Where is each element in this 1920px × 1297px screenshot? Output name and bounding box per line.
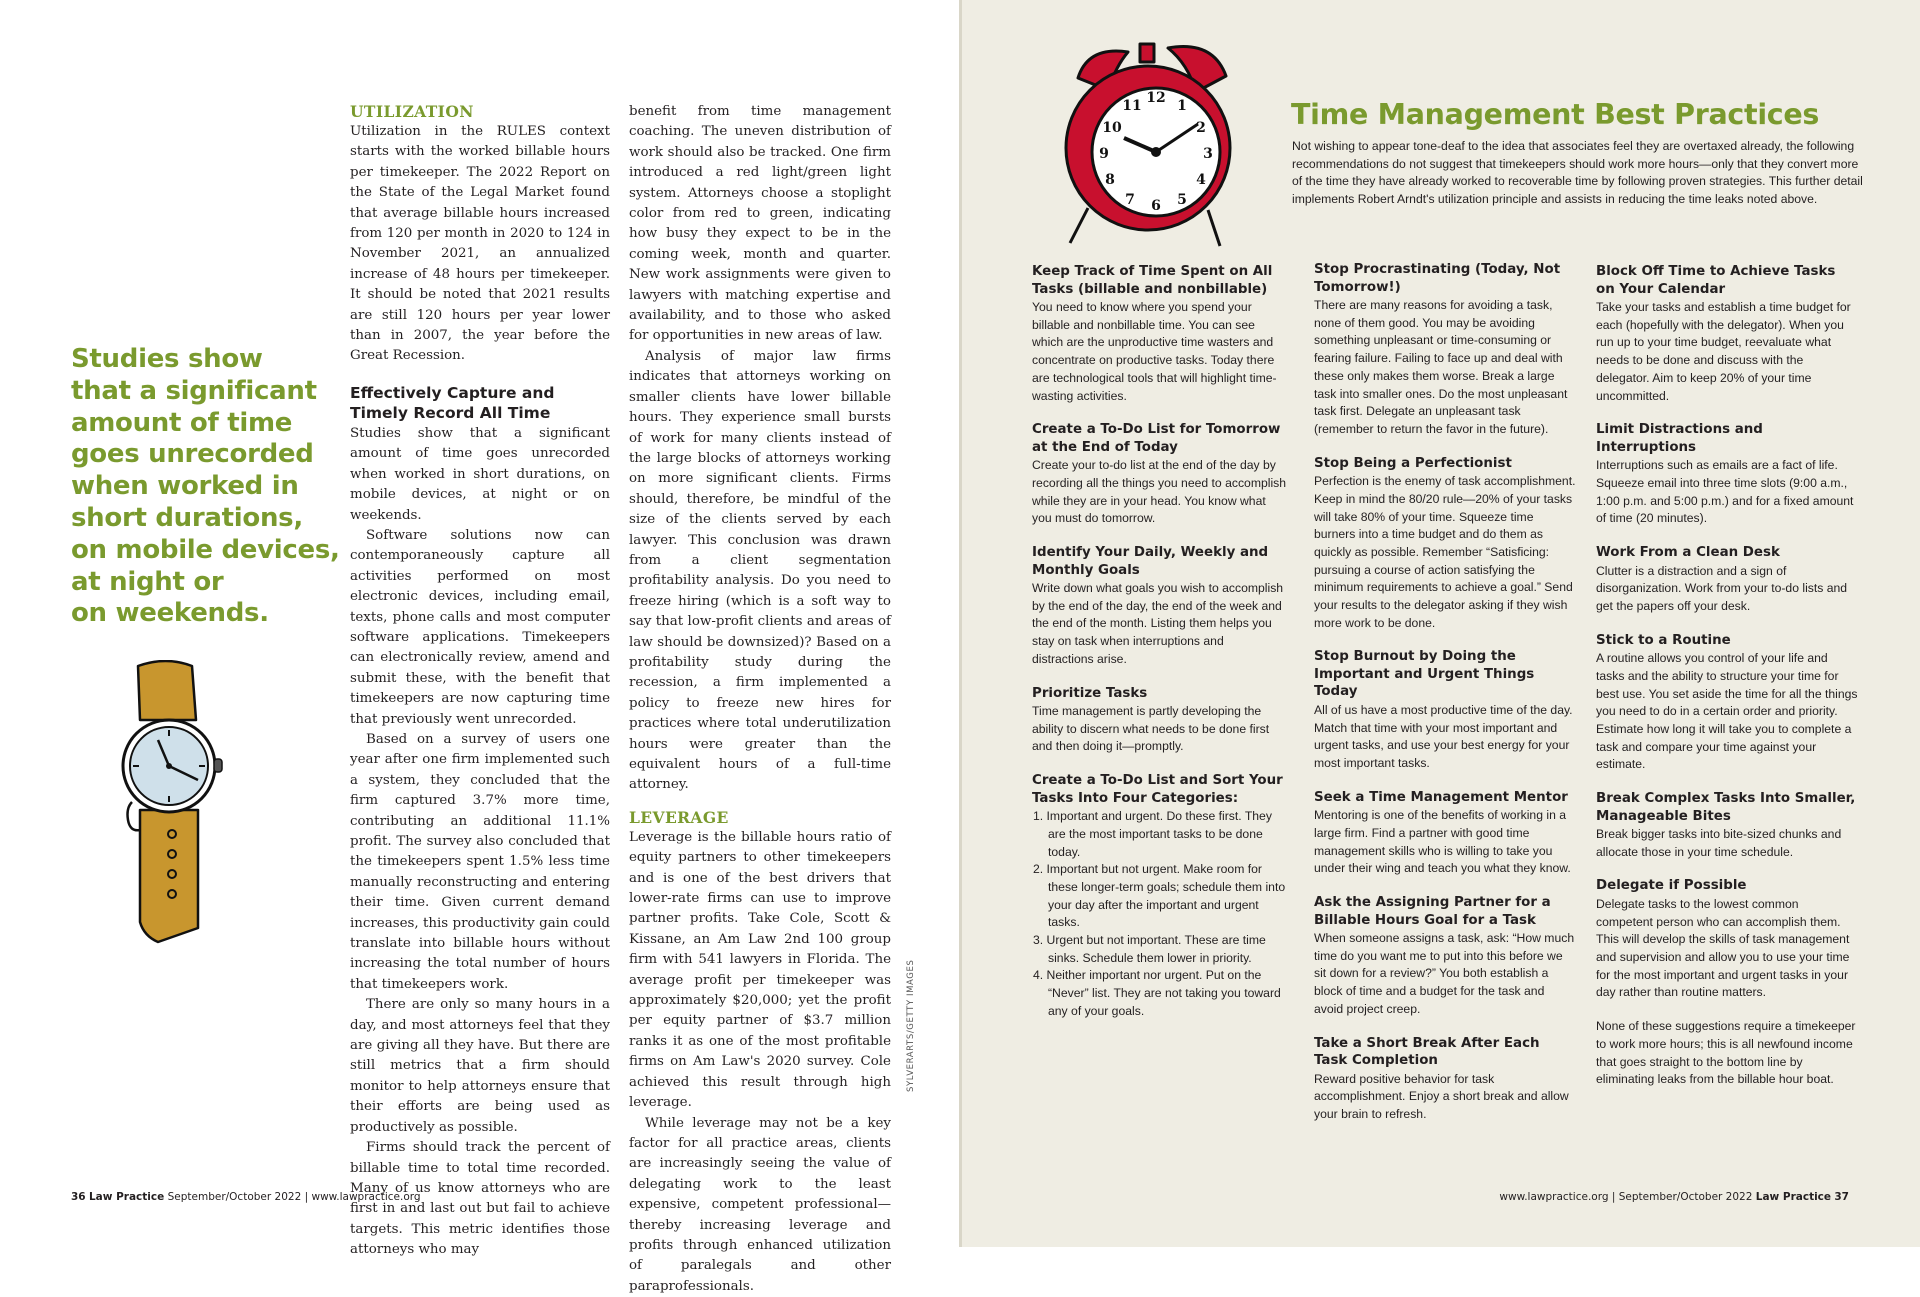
tip-heading: Seek a Time Management Mentor [1314, 789, 1576, 807]
tip-block [1032, 263, 1287, 405]
svg-text:7: 7 [1125, 192, 1135, 208]
paragraph: benefit from time management coaching. The uneven distribution of work should also be tracked. One firm introduced a red light/green light system. Attorneys choose a stoplight color from red to green, indicating how busy they expect to be in the coming week, month and quarter. New work assignments were given to lawyers with matching expertise and availability, and to those who asked for opportunities in new areas of law. [629, 102, 891, 347]
svg-text:8: 8 [1105, 172, 1115, 188]
tip-heading: Work From a Clean Desk [1596, 544, 1858, 562]
tip-body: Interruptions such as emails are a fact of life. Squeeze email into three time slots (9:00 a.m., 1:00 p.m. and 5:00 p.m.) and for a fixed amount of time (20 minutes). [1596, 457, 1858, 528]
paragraph: Based on a survey of users one year after one firm implemented such a system, they concluded that the firm captured 3.7% more time, contributing an additional 11.1% profit. The survey also concluded that the timekeepers spent 1.5% less time manually reconstructing and entering their time. Given current demand increases, this productivity gain could translate into billable hours without increasing the total number of hours that timekeepers work. [350, 730, 610, 995]
tip-heading: Take a Short Break After Each Task Completion [1314, 1035, 1576, 1070]
tip-heading: Block Off Time to Achieve Tasks on Your Calendar [1596, 263, 1858, 298]
tip-heading: Keep Track of Time Spent on All Tasks (billable and nonbillable) [1032, 263, 1287, 298]
tip-block [1596, 421, 1858, 528]
sidebar-intro: Not wishing to appear tone-deaf to the idea that associates feel they are overtaxed already, the following recommendations do not suggest that timekeepers should work more hours—only that they convert more of the time they have already worked to recoverable time by following proven strategies. This further detail implements Robert Arndt's utilization principle and assists in reducing the time leaks noted above. [1292, 138, 1867, 208]
list-item: 2. Important but not urgent. Make room for these longer-term goals; schedule them into your day after the important and urgent tasks. [1032, 861, 1287, 932]
pull-quote-line: that a significant [71, 376, 336, 408]
list-item: 1. Important and urgent. Do these first. They are the most important tasks to be done today. [1032, 808, 1287, 861]
tips-column-1 [1032, 263, 1287, 1021]
pull-quote-line: at night or [71, 567, 336, 599]
pull-quote-line: goes unrecorded [71, 439, 336, 471]
tip-body: A routine allows you control of your life and tasks and the ability to structure your time for best use. You set aside the time for all the things you need to do in a certain order and priority. Estimate how long it will take you to complete a task and compare your time against your estimate. [1596, 650, 1858, 774]
tip-block [1314, 894, 1576, 1019]
tip-block [1032, 685, 1287, 757]
pull-quote-line: when worked in [71, 471, 336, 503]
tips-column-3 [1596, 263, 1858, 1089]
issue-date: September/October 2022 [1619, 1191, 1753, 1203]
svg-text:2: 2 [1196, 120, 1206, 136]
closing-note: None of these suggestions require a timekeeper to work more hours; this is all newfound income that goes straight to the bottom line by eliminating leaks from the billable hour boat. [1596, 1018, 1858, 1089]
tip-heading: Stop Procrastinating (Today, Not Tomorrow!) [1314, 261, 1576, 296]
wristwatch-illustration [118, 660, 228, 945]
tip-block [1596, 544, 1858, 616]
tip-block [1596, 632, 1858, 774]
website-url: www.lawpractice.org [1499, 1191, 1608, 1203]
page-number: 36 [71, 1191, 86, 1203]
tip-block [1032, 544, 1287, 669]
footer-left [71, 1191, 421, 1203]
page-number: 37 [1834, 1191, 1849, 1203]
tip-block [1314, 455, 1576, 633]
tip-body: Break bigger tasks into bite-sized chunks and allocate those in your time schedule. [1596, 826, 1858, 861]
section-heading-utilization: UTILIZATION [350, 102, 610, 122]
tip-heading: Stop Being a Perfectionist [1314, 455, 1576, 473]
tip-block [1596, 877, 1858, 1002]
paragraph: Studies show that a significant amount of time goes unrecorded when worked in short durations, on mobile devices, at night or on weekends. [350, 424, 610, 526]
article-column-2 [629, 102, 891, 1297]
tip-body: Mentoring is one of the benefits of working in a large firm. Find a partner with good time management skills who is willing to take you under their wing and teach you what they know. [1314, 807, 1576, 878]
tip-block [1032, 421, 1287, 528]
tip-body: All of us have a most productive time of the day. Match that time with your most important and urgent tasks, and use your best energy for your most important tasks. [1314, 702, 1576, 773]
category-list [1032, 808, 1287, 1020]
paragraph: Leverage is the billable hours ratio of equity partners to other timekeepers and is one of the best drivers that lower-rate firms can use to improve partner profits. Take Cole, Scott & Kissane, an Am Law 2nd 100 group firm with 541 lawyers in Florida. The average profit per timekeeper was approximately $20,000; yet the profit per equity partner of $3.7 million ranks it as one of the most profitable firms on Am Law's 2020 survey. Cole achieved this result through high leverage. [629, 828, 891, 1114]
list-item: 4. Neither important nor urgent. Put on the “Never” list. They are not taking you toward any of your goals. [1032, 967, 1287, 1020]
tip-body: Perfection is the enemy of task accomplishment. Keep in mind the 80/20 rule—20% of your tasks will take 80% of your time. Squeeze time burners into a time budget and do them as quickly as possible. Remember “Satisficing: pursuing a course of action satisfying the minimum requirements to achieve a goal.” Send your results to the delegator asking if they wish more work to be done. [1314, 473, 1576, 632]
magazine-name: Law Practice [89, 1191, 164, 1203]
tip-block [1314, 261, 1576, 439]
paragraph: Utilization in the RULES context starts with the worked billable hours per timekeeper. The 2022 Report on the State of the Legal Market found that average billable hours increased from 120 per month in 2020 to 124 in November 2021, an annualized increase of 48 hours per timekeeper. It should be noted that 2021 results are still 120 hours per year lower than in 2007, the year before the Great Recession. [350, 122, 610, 367]
pull-quote-line: on weekends. [71, 598, 336, 630]
photo-credit: SYLVERARTS/GETTY IMAGES [906, 960, 916, 1092]
pull-quote-line: short durations, [71, 503, 336, 535]
tip-block [1314, 789, 1576, 878]
tip-heading: Break Complex Tasks Into Smaller, Manageable Bites [1596, 790, 1858, 825]
sidebar-title: Time Management Best Practices [1291, 98, 1819, 131]
svg-text:5: 5 [1177, 192, 1187, 208]
pull-quote-line: on mobile devices, [71, 535, 336, 567]
tip-body: Reward positive behavior for task accomplishment. Enjoy a short break and allow your brain to refresh. [1314, 1071, 1576, 1124]
page-gutter [959, 0, 962, 1247]
paragraph: While leverage may not be a key factor for all practice areas, clients are increasingly seeing the value of delegating work to the least expensive, competent professional—thereby increasing leverage and profits through enhanced utilization of paralegals and other paraprofessionals. [629, 1114, 891, 1297]
magazine-name: Law Practice [1756, 1191, 1831, 1203]
footer-right [1499, 1191, 1849, 1203]
subheading-capture-time: Effectively Capture and Timely Record All Time [350, 383, 610, 423]
tip-heading: Prioritize Tasks [1032, 685, 1287, 703]
tip-block [1596, 790, 1858, 861]
issue-date: September/October 2022 [168, 1191, 302, 1203]
tip-heading: Stop Burnout by Doing the Important and Urgent Things Today [1314, 648, 1576, 701]
alarm-clock-illustration [1048, 38, 1248, 253]
pull-quote-line: Studies show [71, 344, 336, 376]
tip-block [1314, 1035, 1576, 1124]
website-url: www.lawpractice.org [311, 1191, 420, 1203]
paragraph: Software solutions now can contemporaneously capture all activities performed on most electronic devices, including email, texts, phone calls and most computer software applications. Timekeepers can electronically review, amend and submit these, with the benefit that timekeepers are now capturing time that previously went unrecorded. [350, 526, 610, 730]
svg-text:10: 10 [1102, 120, 1122, 136]
svg-text:6: 6 [1151, 198, 1161, 214]
tip-block [1314, 648, 1576, 772]
svg-text:3: 3 [1203, 146, 1213, 162]
tip-body: Write down what goals you wish to accomplish by the end of the day, the end of the week and the end of the month. Listing them helps you stay on task when interruptions and distractions arise. [1032, 580, 1287, 669]
tip-heading: Ask the Assigning Partner for a Billable Hours Goal for a Task [1314, 894, 1576, 929]
paragraph: Analysis of major law firms indicates that attorneys working on smaller clients have lower billable hours. They experience small bursts of work for many clients instead of the large blocks of attorneys working on more significant clients. Firms should, therefore, be mindful of the size of the clients served by each lawyer. This conclusion was drawn from a client segmentation profitability analysis. Do you need to freeze hiring (which is a soft way to say that low-profit clients and areas of law should be downsized)? Based on a profitability study during the recession, a firm implemented a policy to freeze new hires for practices where total underutilization hours were greater than the equivalent hours of a full-time attorney. [629, 347, 891, 796]
tip-heading: Create a To-Do List for Tomorrow at the End of Today [1032, 421, 1287, 456]
tip-block-four-categories [1032, 772, 1287, 1020]
tip-heading: Limit Distractions and Interruptions [1596, 421, 1858, 456]
paragraph: There are only so many hours in a day, and most attorneys feel that they are giving all they have. But there are still metrics that a firm should monitor to help attorneys ensure that their efforts are being used as productively as possible. [350, 995, 610, 1138]
tip-body: Delegate tasks to the lowest common competent person who can accomplish them. This will develop the skills of task management and supervision and allow you to use your time for the most important and urgent tasks in your day rather than routine matters. [1596, 896, 1858, 1002]
tip-body: When someone assigns a task, ask: “How much time do you want me to put into this before we sit down for a review?” You both establish a block of time and a budget for the task and avoid project creep. [1314, 930, 1576, 1019]
footer-separator: | [1612, 1191, 1616, 1203]
pull-quote [71, 344, 336, 630]
section-heading-leverage: LEVERAGE [629, 808, 891, 828]
tip-heading: Stick to a Routine [1596, 632, 1858, 650]
article-column-1 [350, 102, 610, 1261]
pull-quote-line: amount of time [71, 408, 336, 440]
tip-block [1596, 263, 1858, 405]
svg-text:12: 12 [1146, 90, 1165, 106]
footer-separator: | [305, 1191, 309, 1203]
paragraph: Firms should track the percent of billable time to total time recorded. Many of us know attorneys who are first in and last out but fail to achieve targets. This metric identifies those attorneys who may [350, 1138, 610, 1260]
tip-heading: Create a To-Do List and Sort Your Tasks Into Four Categories: [1032, 772, 1287, 807]
svg-text:11: 11 [1122, 98, 1141, 114]
list-item: 3. Urgent but not important. These are time sinks. Schedule them lower in priority. [1032, 932, 1287, 967]
tip-body: Create your to-do list at the end of the day by recording all the things you need to accomplish while they are in your head. You know what you must do tomorrow. [1032, 457, 1287, 528]
tip-body: Clutter is a distraction and a sign of disorganization. Work from your to-do lists and get the papers off your desk. [1596, 563, 1858, 616]
tip-body: Take your tasks and establish a time budget for each (hopefully with the delegator). When you run up to your time budget, reevaluate what needs to be done and discuss with the delegator. Aim to keep 20% of your time uncommitted. [1596, 299, 1858, 405]
tip-body: You need to know where you spend your billable and nonbillable time. You can see which are the unproductive time wasters and concentrate on productive tasks. Today there are technological tools that will highlight time-wasting activities. [1032, 299, 1287, 405]
svg-text:4: 4 [1196, 172, 1206, 188]
tips-column-2 [1314, 261, 1576, 1140]
svg-text:1: 1 [1177, 98, 1187, 114]
svg-text:9: 9 [1099, 146, 1109, 162]
tip-body: Time management is partly developing the ability to discern what needs to be done first and then doing it—promptly. [1032, 703, 1287, 756]
tip-heading: Delegate if Possible [1596, 877, 1858, 895]
tip-body: There are many reasons for avoiding a task, none of them good. You may be avoiding something unpleasant or time-consuming or fearing failure. Failing to face up and deal with these only makes them worse. Break a large task into smaller ones. Do the most unpleasant task first. Delegate an unpleasant task (remember to return the favor in the future). [1314, 297, 1576, 439]
tip-heading: Identify Your Daily, Weekly and Monthly Goals [1032, 544, 1287, 579]
